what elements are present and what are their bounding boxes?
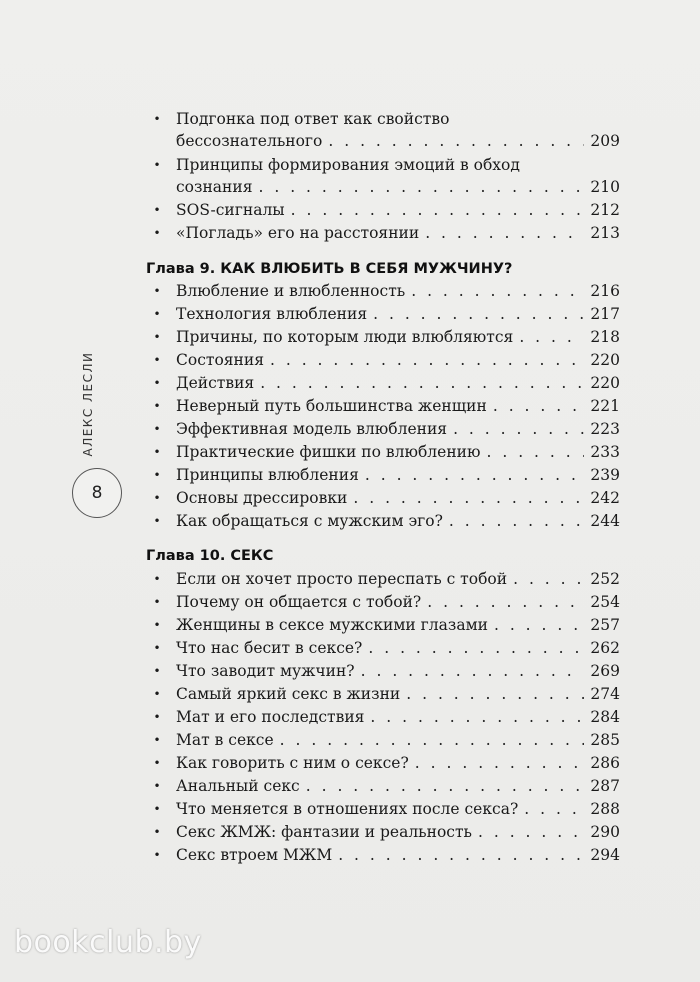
bullet-icon: • — [153, 226, 161, 240]
toc-entry-page: 294 — [590, 846, 620, 864]
toc-entry-page: 220 — [590, 351, 620, 369]
toc-entry-title: Основы дрессировки — [176, 489, 348, 507]
bullet-icon: • — [153, 491, 161, 505]
dot-leader — [328, 130, 584, 152]
toc-entry-page: 223 — [590, 420, 620, 438]
toc-entry-title: Состояния — [176, 351, 264, 369]
watermark: bookclub.by — [14, 925, 202, 960]
toc-entry-title: Как обращаться с мужским эго? — [176, 512, 443, 530]
toc-entry-page: 220 — [590, 374, 620, 392]
bullet-icon: • — [153, 595, 161, 609]
bullet-icon: • — [153, 353, 161, 367]
toc-entry-title: Технология влюбления — [176, 305, 368, 323]
toc-entry[interactable] — [153, 510, 620, 532]
toc-entry[interactable] — [153, 798, 620, 820]
dot-leader — [306, 775, 585, 797]
toc-entry-page: 285 — [590, 731, 620, 749]
dot-leader — [425, 222, 584, 244]
dot-leader — [280, 729, 585, 751]
toc-entry[interactable] — [153, 280, 620, 302]
bullet-icon: • — [153, 284, 161, 298]
toc-entry-page: 286 — [590, 754, 620, 772]
dot-leader — [368, 637, 584, 659]
toc-entry-page: 274 — [590, 685, 620, 703]
toc-entry-page: 217 — [590, 305, 620, 323]
dot-leader — [513, 568, 584, 590]
toc-entry-title: Мат в сексе — [176, 731, 274, 749]
bullet-icon: • — [153, 779, 161, 793]
toc-entry-page: 254 — [590, 593, 620, 611]
dot-leader — [411, 280, 584, 302]
bullet-icon: • — [153, 618, 161, 632]
toc-entry-title: «Погладь» его на расстоянии — [176, 224, 420, 242]
toc-entry-page: 216 — [590, 282, 620, 300]
bullet-icon: • — [153, 112, 161, 126]
bullet-icon: • — [153, 158, 161, 172]
dot-leader — [427, 591, 584, 613]
bullet-icon: • — [153, 203, 161, 217]
bullet-icon: • — [153, 330, 161, 344]
toc-entry[interactable] — [153, 775, 620, 797]
toc-entry-page: 209 — [590, 132, 620, 150]
toc-entry-title: Действия — [176, 374, 255, 392]
toc-entry[interactable] — [153, 349, 620, 371]
toc-entry[interactable] — [153, 637, 620, 659]
toc-entry-title: Секс ЖМЖ: фантазии и реальность — [176, 823, 472, 841]
dot-leader — [524, 798, 584, 820]
toc-entry[interactable] — [153, 108, 620, 152]
toc-entry-title: Мат и его последствия — [176, 708, 365, 726]
toc-entry[interactable] — [153, 821, 620, 843]
chapter-heading[interactable]: Глава 9. КАК ВЛЮБИТЬ В СЕБЯ МУЖЧИНУ? — [146, 261, 513, 277]
bullet-icon: • — [153, 687, 161, 701]
toc-entry-title: Анальный секс — [176, 777, 300, 795]
dot-leader — [486, 441, 584, 463]
dot-leader — [291, 199, 585, 221]
dot-leader — [449, 510, 585, 532]
toc-entry-title: Если он хочет просто переспать с тобой — [176, 570, 508, 588]
bullet-icon: • — [153, 422, 161, 436]
toc-entry[interactable] — [153, 706, 620, 728]
toc-entry[interactable] — [153, 199, 620, 221]
toc-entry-page: 218 — [590, 328, 620, 346]
toc-entry[interactable] — [153, 752, 620, 774]
toc-entry-title-line1: Принципы формирования эмоций в обход — [176, 156, 520, 174]
toc-entry-page: 257 — [590, 616, 620, 634]
dot-leader — [519, 326, 584, 348]
dot-leader — [415, 752, 585, 774]
toc-entry[interactable] — [153, 441, 620, 463]
toc-entry[interactable] — [153, 660, 620, 682]
toc-entry[interactable] — [153, 154, 620, 198]
toc-entry-page: 287 — [590, 777, 620, 795]
dot-leader — [494, 614, 584, 636]
toc-entry-page: 288 — [590, 800, 620, 818]
dot-leader — [338, 844, 584, 866]
toc-entry-title: Причины, по которым люди влюбляются — [176, 328, 514, 346]
bullet-icon: • — [153, 756, 161, 770]
toc-entry-page: 212 — [590, 201, 620, 219]
bullet-icon: • — [153, 376, 161, 390]
toc-entry[interactable] — [153, 614, 620, 636]
dot-leader — [373, 303, 584, 325]
toc-entry-page: 242 — [590, 489, 620, 507]
toc-entry[interactable] — [153, 591, 620, 613]
toc-entry[interactable] — [153, 372, 620, 394]
toc-entry-page: 269 — [590, 662, 620, 680]
toc-entry-title: Что нас бесит в сексе? — [176, 639, 363, 657]
dot-leader — [353, 487, 584, 509]
toc-entry-page: 210 — [590, 178, 620, 196]
bullet-icon: • — [153, 825, 161, 839]
toc-entry[interactable] — [153, 729, 620, 751]
bullet-icon: • — [153, 733, 161, 747]
toc-entry-title: Почему он общается с тобой? — [176, 593, 422, 611]
bullet-icon: • — [153, 514, 161, 528]
toc-entry-title: Самый яркий секс в жизни — [176, 685, 401, 703]
toc-entry[interactable] — [153, 326, 620, 348]
toc-entry[interactable] — [153, 464, 620, 486]
toc-entry-page: 252 — [590, 570, 620, 588]
toc-entry-page: 290 — [590, 823, 620, 841]
toc-entry[interactable] — [153, 395, 620, 417]
bullet-icon: • — [153, 664, 161, 678]
toc-entry-title-line1: Подгонка под ответ как свойство — [176, 110, 450, 128]
dot-leader — [270, 349, 584, 371]
toc-entry-page: 213 — [590, 224, 620, 242]
bullet-icon: • — [153, 399, 161, 413]
bullet-icon: • — [153, 445, 161, 459]
toc-entry[interactable] — [153, 683, 620, 705]
toc-entry-page: 262 — [590, 639, 620, 657]
bullet-icon: • — [153, 802, 161, 816]
toc-entry-title: Влюбление и влюбленность — [176, 282, 406, 300]
toc-entry-title: Секс втроем МЖМ — [176, 846, 333, 864]
author-name: АЛЕКС ЛЕСЛИ — [81, 351, 95, 457]
dot-leader — [370, 706, 584, 728]
dot-leader — [260, 372, 584, 394]
toc-entry-title: Эффективная модель влюбления — [176, 420, 448, 438]
bullet-icon: • — [153, 710, 161, 724]
toc-entry-title: Практические фишки по влюблению — [176, 443, 481, 461]
toc-entry-page: 239 — [590, 466, 620, 484]
toc-entry[interactable] — [153, 844, 620, 866]
toc-entry-title: бессознательного — [176, 132, 323, 150]
bullet-icon: • — [153, 848, 161, 862]
toc-entry-page: 244 — [590, 512, 620, 530]
toc-entry[interactable] — [153, 418, 620, 440]
dot-leader — [365, 464, 585, 486]
toc-entry-page: 221 — [590, 397, 620, 415]
toc-entry[interactable] — [153, 222, 620, 244]
toc-entry-title: Что заводит мужчин? — [176, 662, 355, 680]
bullet-icon: • — [153, 307, 161, 321]
dot-leader — [478, 821, 584, 843]
dot-leader — [453, 418, 584, 440]
toc-entry-title: Неверный путь большинства женщин — [176, 397, 487, 415]
dot-leader — [406, 683, 584, 705]
toc-entry[interactable] — [153, 303, 620, 325]
page-number: 8 — [72, 468, 122, 518]
toc-entry-title: Принципы влюбления — [176, 466, 359, 484]
bullet-icon: • — [153, 641, 161, 655]
chapter-heading[interactable]: Глава 10. СЕКС — [146, 548, 274, 564]
toc-entry-page: 233 — [590, 443, 620, 461]
toc-entry-page: 284 — [590, 708, 620, 726]
toc-entry-title: Как говорить с ним о сексе? — [176, 754, 409, 772]
bullet-icon: • — [153, 468, 161, 482]
toc-entry-title: Что меняется в отношениях после секса? — [176, 800, 519, 818]
dot-leader — [493, 395, 585, 417]
toc-entry-title: Женщины в сексе мужскими глазами — [176, 616, 488, 634]
bullet-icon: • — [153, 572, 161, 586]
dot-leader — [361, 660, 585, 682]
toc-entry-title: сознания — [176, 178, 253, 196]
dot-leader — [258, 176, 584, 198]
toc-entry[interactable] — [153, 568, 620, 590]
toc-entry[interactable] — [153, 487, 620, 509]
toc-entry-title: SOS-сигналы — [176, 201, 285, 219]
